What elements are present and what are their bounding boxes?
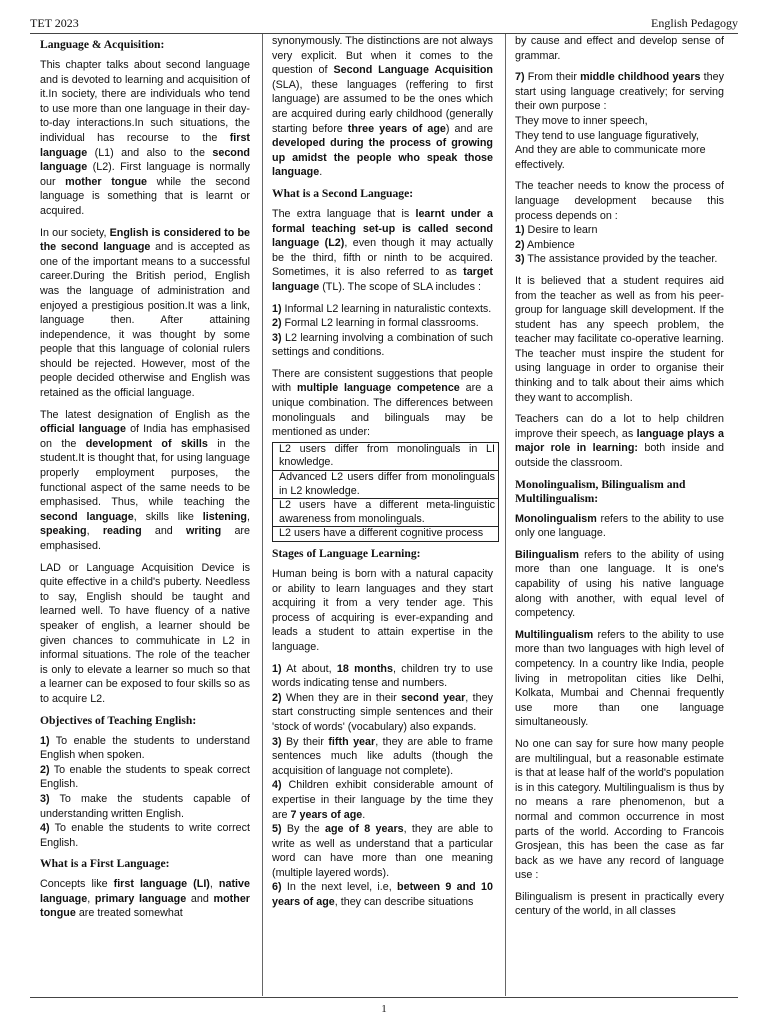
paragraph bbox=[515, 412, 724, 470]
text-run: Human being is born with a natural capacity or ability to learn languages and they start acquiring it from a very tender age. This process of acquiring is ever-expanding and leads a student to attain expertise in the language. bbox=[272, 568, 493, 653]
bold-text: learnt under a formal teaching set-up is called second language (L2) bbox=[272, 207, 494, 250]
text-run: Concepts like bbox=[40, 878, 114, 891]
text-run: In our society, bbox=[40, 226, 110, 239]
paragraph bbox=[272, 367, 493, 440]
heading-objectives: Objectives of Teaching English: bbox=[40, 713, 197, 727]
text-run: . bbox=[362, 808, 366, 821]
text-run: synonymously. The distinctions are not always very explicit. But when it comes to the question of bbox=[272, 35, 493, 77]
text-run: When they are in their bbox=[281, 691, 402, 704]
paragraph bbox=[272, 34, 493, 180]
paragraph bbox=[515, 548, 724, 621]
list-item bbox=[272, 316, 493, 331]
bold-text: Monolingualism bbox=[515, 512, 597, 525]
bold-text: 7) bbox=[515, 71, 525, 84]
bold-text: 2) bbox=[272, 691, 282, 704]
bold-text: second language bbox=[40, 510, 134, 523]
list-item bbox=[40, 734, 250, 763]
text-run: (L1) and also to the bbox=[87, 146, 213, 159]
bold-text: 3) bbox=[515, 253, 525, 266]
text-run: Bilingualism is present in practically every century of the world, in all classes bbox=[515, 890, 724, 918]
column-divider-1 bbox=[262, 34, 263, 996]
text-run: by cause and effect and develop sense of grammar. bbox=[515, 35, 724, 62]
bold-text: first language bbox=[40, 131, 250, 159]
bold-text: Bilingualism bbox=[515, 548, 579, 561]
text-run: refers to the ability to use more than two languages with high level of competency. In a country like India, people living in metropolitan cities like Delhi, Kolkata, Mumbai and Chennai frequently use more than one language simultaneously. bbox=[515, 628, 724, 729]
text-run: , skills like bbox=[133, 510, 203, 523]
bold-text: Second Language Acquisition bbox=[333, 64, 493, 77]
text-run: To make the students capable of understanding written English. bbox=[40, 792, 250, 820]
text-run: To enable the students to write correct English. bbox=[40, 822, 250, 849]
sla-scope-list bbox=[272, 302, 493, 360]
text-run: The extra language that is bbox=[272, 207, 416, 220]
objectives-list bbox=[40, 734, 250, 851]
bold-text: 18 months bbox=[336, 662, 393, 675]
table-row bbox=[273, 527, 499, 542]
list-item bbox=[515, 238, 724, 253]
text-run: Teachers can do a lot to help children improve their speech, as bbox=[515, 413, 724, 440]
list-item bbox=[515, 223, 724, 238]
text-run: ) and are bbox=[445, 122, 493, 135]
paragraph bbox=[272, 207, 493, 295]
paragraph bbox=[40, 58, 250, 219]
bold-text: 1) bbox=[272, 662, 282, 675]
text-run: while the second language is something that is learnt or acquired. bbox=[40, 175, 250, 217]
bold-text: 2) bbox=[40, 763, 50, 776]
heading-stages: Stages of Language Learning: bbox=[272, 547, 421, 560]
list-item: And they are able to communicate more effectively. bbox=[515, 144, 706, 171]
heading-first-language: What is a First Language: bbox=[40, 857, 170, 871]
text-run: , bbox=[86, 525, 103, 538]
bold-text: English is considered to be the second language bbox=[40, 226, 251, 254]
paragraph bbox=[515, 890, 724, 919]
bold-text: 2) bbox=[272, 317, 282, 330]
bold-text: listening bbox=[202, 510, 247, 523]
paragraph bbox=[40, 226, 250, 401]
paragraph bbox=[515, 737, 724, 883]
bold-text: mother tongue bbox=[65, 175, 148, 188]
paragraph bbox=[515, 70, 724, 114]
list-item bbox=[272, 822, 493, 880]
paragraph bbox=[515, 34, 724, 63]
heading-language-acquisition: Language & Acquisition: bbox=[40, 38, 165, 51]
text-run: refers to the ability to use only one language. bbox=[515, 512, 724, 540]
bold-text: native language bbox=[40, 878, 250, 905]
stages-list bbox=[272, 662, 493, 910]
bold-text: 4) bbox=[40, 822, 50, 835]
list-item bbox=[272, 302, 493, 317]
text-run: they start using language creatively; for serving their own purpose : bbox=[515, 71, 724, 113]
list-item bbox=[272, 735, 493, 779]
bold-text: age of 8 years bbox=[324, 823, 404, 836]
page-number: 1 bbox=[381, 1003, 387, 1015]
table-row bbox=[273, 442, 499, 470]
paragraph bbox=[515, 512, 724, 541]
bold-text: 1) bbox=[272, 302, 282, 315]
list-item bbox=[40, 763, 250, 792]
table-cell: L2 users have a different meta-linguistic awareness from monolinguals. bbox=[273, 499, 499, 527]
bold-text: Multilingualism bbox=[515, 628, 594, 641]
text-run: Formal L2 learning in formal classrooms. bbox=[281, 317, 479, 330]
text-run: By the bbox=[281, 823, 325, 836]
heading-second-language: What is a Second Language: bbox=[272, 186, 414, 200]
column-divider-2 bbox=[505, 34, 506, 996]
text-run: , bbox=[209, 878, 219, 891]
bold-text: target language bbox=[272, 266, 493, 293]
text-run: It is believed that a student requires aid from the teacher as well as from his peer-group for language skill development. If the student has any speech problem, the teacher may facilitate co-operative learning. The teacher must inspire the student for using language in order to organise their thinking and to talk about their aims which they want to accomplish. bbox=[515, 274, 724, 404]
list-item bbox=[40, 792, 250, 821]
bold-text: second language bbox=[40, 146, 250, 174]
column-1 bbox=[40, 38, 250, 928]
bold-text: 2) bbox=[515, 238, 525, 251]
bold-text: 1) bbox=[40, 734, 50, 747]
bold-text: 7 years of age bbox=[290, 808, 363, 821]
bold-text: middle childhood years bbox=[580, 71, 701, 84]
text-run: The latest designation of English as the bbox=[40, 408, 250, 421]
bold-text: second year bbox=[401, 691, 466, 704]
header-subject: English Pedagogy bbox=[651, 16, 738, 30]
text-run: are emphasised. bbox=[40, 525, 250, 552]
bold-text: 5) bbox=[272, 823, 282, 836]
bold-text: official language bbox=[40, 423, 126, 436]
paragraph bbox=[40, 561, 250, 707]
text-run: Desire to learn bbox=[524, 224, 598, 237]
text-run: (L2). First language is normally our bbox=[40, 161, 250, 188]
text-run: No one can say for sure how many people are multilingual, but a reasonable estimate is that at lease half of the world's population is in this category. Multilingualism is thus by no means a rare phenomenon, but a normal and common occurrence in most parts of the world. According to Francois Grosjean, this has been the case as far back as we have any record of language use : bbox=[515, 737, 724, 882]
text-run: refers to the ability of using more than one language. It is one's capability of using his native language along with another, with equal level of competency. bbox=[515, 548, 724, 620]
text-run: Informal L2 learning in naturalistic contexts. bbox=[281, 302, 492, 315]
bold-text: 3) bbox=[40, 792, 50, 805]
table-row bbox=[273, 499, 499, 527]
column-3 bbox=[515, 34, 724, 926]
bold-text: developed during the process of growing up amidst the people who speak those language bbox=[272, 137, 493, 179]
text-run: Children exhibit considerable amount of expertise in their language by the time they are bbox=[272, 779, 493, 821]
table-row bbox=[273, 471, 499, 499]
bold-text: three years of age bbox=[347, 122, 446, 135]
text-run: , they start constructing simple sentences and their 'stock of words' (vocabulary) also expands. bbox=[272, 691, 493, 733]
bold-text: 6) bbox=[272, 881, 282, 894]
text-run: , they are able to write as well as understand that a particular word can have more than one meaning (multiple layered words). bbox=[272, 823, 493, 879]
bold-text: multiple language competence bbox=[296, 382, 460, 395]
paragraph bbox=[40, 877, 250, 921]
heading-multilingualism: Monolingualism, Bilingualism and Multilingualism: bbox=[515, 477, 686, 505]
bold-text: 4) bbox=[272, 779, 282, 792]
text-run: The teacher needs to know the process of language development because this process depends on : bbox=[515, 180, 724, 222]
text-run: At about, bbox=[281, 662, 337, 675]
list-item: They tend to use language figuratively, bbox=[515, 129, 699, 142]
list-item bbox=[272, 331, 493, 360]
bold-text: 3) bbox=[272, 331, 282, 344]
text-run: In the next level, i.e, bbox=[281, 881, 398, 894]
text-run: (SLA), these languages (reffering to first language) are assumed to be the ones which are acquired during early childhood (generally starting before bbox=[272, 78, 493, 135]
paragraph bbox=[272, 567, 493, 655]
bold-text: first language (LI) bbox=[113, 878, 210, 891]
text-run: and bbox=[186, 892, 214, 905]
text-run: are treated somewhat bbox=[75, 907, 183, 920]
text-run: , they are able to frame sentences much like adults (though the acquisition of language not complete). bbox=[272, 735, 494, 777]
text-run: L2 learning involving a combination of such settings and conditions. bbox=[272, 331, 493, 359]
list-item bbox=[272, 880, 493, 909]
bold-text: speaking bbox=[40, 525, 87, 538]
text-run: , bbox=[247, 510, 250, 523]
page-header bbox=[30, 16, 738, 32]
paragraph bbox=[515, 179, 724, 223]
footer-rule bbox=[30, 997, 738, 998]
table-cell: Advanced L2 users differ from monolinguals in L2 knowledge. bbox=[273, 471, 499, 499]
list-item bbox=[272, 778, 493, 822]
text-run: To enable the students to speak correct English. bbox=[40, 763, 250, 791]
text-run: , even though it may actually be the third, fifth or ninth to be acquired. Sometimes, it is also referred to as bbox=[272, 237, 493, 279]
text-run: both inside and outside the classroom. bbox=[515, 442, 724, 470]
list-item bbox=[272, 662, 493, 691]
bold-text: writing bbox=[186, 525, 222, 538]
text-run: LAD or Language Acquisition Device is quite effective in a child's puberty. Needless to say, English should be taught and learned well. To have fluency of a native speaker of english, a learner should be given chances to commuhicate in L2 in informal situations. The role of the teacher is only to elevate a learner so much so that a learner can be exposed to four skills so as to acquire L2. bbox=[40, 561, 250, 705]
text-run: , children try to use words indicating tense and numbers. bbox=[272, 662, 493, 690]
text-run: To enable the students to understand English when spoken. bbox=[40, 734, 250, 762]
text-run: The assistance provided by the teacher. bbox=[524, 253, 718, 266]
bold-text: 3) bbox=[272, 735, 282, 748]
paragraph bbox=[40, 408, 250, 554]
creative-use-list bbox=[515, 114, 724, 172]
bold-text: primary language bbox=[94, 892, 187, 905]
text-run: are a unique combination. The differences between monolinguals and bilinguals may be mentioned as under: bbox=[272, 382, 493, 439]
table-cell: L2 users have a different cognitive process bbox=[273, 527, 499, 542]
text-run: There are consistent suggestions that people with bbox=[272, 367, 493, 395]
bold-text: 1) bbox=[515, 224, 525, 237]
text-run: and is accepted as one of the important means to a successful career.During the British period, English was the language of administration and enjoyed a prestigious position.It was a link, language then. After attaining independence, it was thought by some people that this language of colonial rulers should be rejected. However, most of the people decided otherwise and English was retained as the official language. bbox=[40, 241, 250, 400]
text-run: . bbox=[319, 166, 323, 179]
text-run: , bbox=[87, 892, 95, 905]
list-item bbox=[40, 821, 250, 850]
list-item bbox=[272, 691, 493, 735]
bold-text: reading bbox=[102, 525, 142, 538]
comparison-table bbox=[272, 442, 499, 542]
text-run: By their bbox=[281, 735, 329, 748]
header-exam-title: TET 2023 bbox=[30, 16, 79, 30]
text-run: Ambience bbox=[524, 238, 575, 251]
table-cell: L2 users differ from monolinguals in LI knowledge. bbox=[273, 442, 499, 470]
text-run: of India has emphasised on the bbox=[40, 423, 250, 450]
text-run: From their bbox=[524, 71, 581, 84]
text-run: and bbox=[141, 525, 186, 538]
text-run: This chapter talks about second language and is devoted to learning and acquisition of it.In society, there are individuals who tend to use more than one language in their day-to-day interactions.In such situations, the individual has recourse to the bbox=[40, 59, 250, 144]
bold-text: development of skills bbox=[85, 437, 208, 450]
bold-text: fifth year bbox=[328, 735, 376, 748]
paragraph bbox=[515, 274, 724, 405]
text-run: , they can describe situations bbox=[334, 896, 474, 909]
dependencies-list bbox=[515, 223, 724, 267]
bold-text: between 9 and 10 years of age bbox=[272, 881, 493, 909]
text-run: in the student.It is thought that, for using language properly employment purposes, the functional aspect of the same needs to be emphasised. Thus, while teaching the bbox=[40, 437, 250, 509]
text-run: (TL). The scope of SLA includes : bbox=[319, 280, 481, 293]
list-item bbox=[515, 252, 724, 267]
list-item: They move to inner speech, bbox=[515, 114, 648, 127]
bold-text: language plays a major role in learning: bbox=[515, 427, 724, 455]
bold-text: mother tongue bbox=[40, 892, 250, 920]
paragraph bbox=[515, 628, 724, 730]
column-2 bbox=[272, 34, 493, 910]
